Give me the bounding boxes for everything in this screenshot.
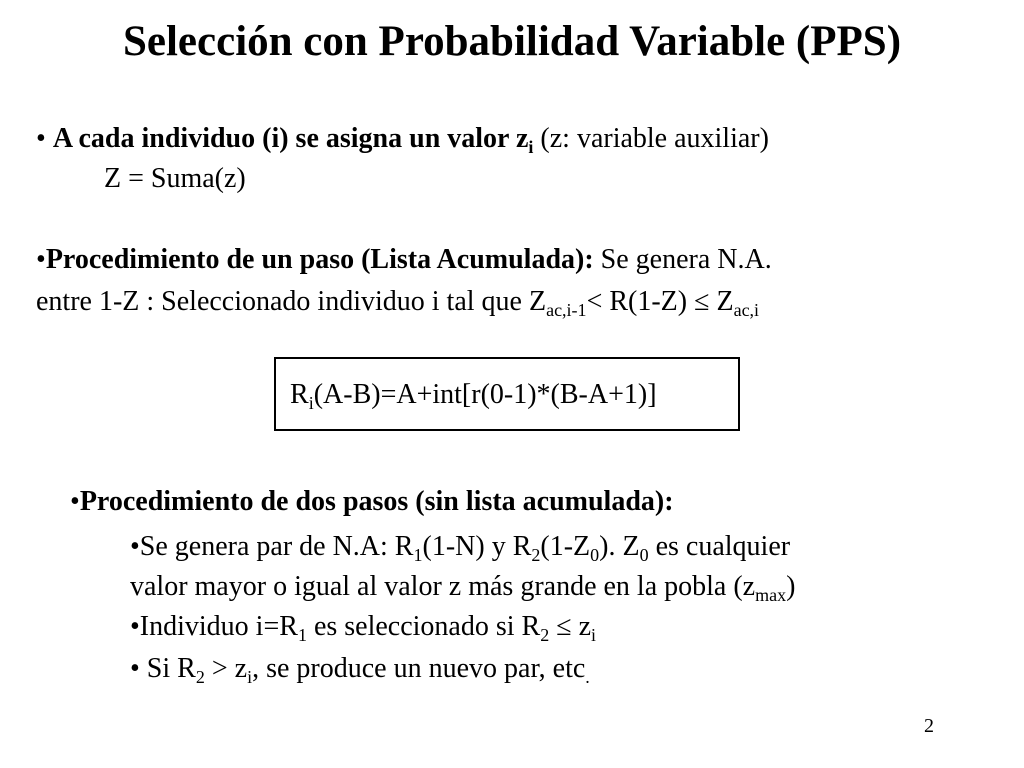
sub-bullet-1-line-2 [130, 570, 795, 604]
bullet-marker: • [36, 244, 46, 275]
text-run: ). Z [599, 531, 640, 562]
text-run: •Se genera par de N.A: R [130, 531, 414, 562]
bullet-2-rest: Se genera N.A. [593, 244, 772, 275]
bullet-1-rest: (z: variable auxiliar) [533, 123, 769, 154]
bullet-2-line-2-text-b: < R(1-Z) ≤ Z [586, 286, 734, 317]
text-run: (1-N) y R [422, 531, 532, 562]
text-run: , se produce un nuevo par, etc [252, 653, 586, 684]
bullet-2-bold-text: Procedimiento de un paso (Lista Acumulada): [45, 244, 594, 275]
page-number: 2 [924, 715, 934, 737]
text-run: ) [786, 571, 796, 602]
bullet-1-bold-text: A cada individuo (i) se asigna un valor z [52, 123, 529, 154]
text-run: (1-Z [540, 531, 591, 562]
bullet-3-bold-text: Procedimiento de dos pasos (sin lista acumulada): [79, 486, 674, 517]
slide-title: Selección con Probabilidad Variable (PPS) [122, 18, 902, 65]
text-run: ≤ z [549, 611, 592, 642]
subscript: 2 [531, 545, 541, 565]
formula [290, 378, 657, 412]
bullet-1-line-1 [36, 122, 769, 156]
subscript: i [247, 667, 253, 687]
text-run: > z [204, 653, 248, 684]
formula-part-a: R [290, 379, 309, 410]
bullet-marker: • [70, 486, 80, 517]
bullet-3-line-1 [70, 485, 674, 519]
text-run: • Si R [130, 653, 196, 684]
bullet-1-bold-subscript: i [528, 137, 534, 157]
subscript: 0 [590, 545, 600, 565]
subscript: max [755, 585, 787, 605]
bullet-marker: • [36, 123, 53, 154]
text-run: es seleccionado si R [306, 611, 541, 642]
bullet-1-line-2: Z = Suma(z) [104, 163, 246, 194]
subscript: ac,i [733, 300, 760, 320]
subscript: i [308, 393, 314, 413]
subscript: 1 [413, 545, 423, 565]
subscript: ac,i-1 [546, 300, 587, 320]
bullet-2-line-1 [36, 243, 772, 277]
subscript: 2 [195, 667, 205, 687]
text-run: es cualquier [648, 531, 791, 562]
bullet-2-line-2 [36, 285, 759, 319]
formula-part-b: (A-B)=A+int[r(0-1)*(B-A+1)] [313, 379, 657, 410]
subscript: 2 [540, 625, 550, 645]
text-run: valor mayor o igual al valor z más grande en la pobla (z [130, 571, 756, 602]
sub-bullet-1-line-1 [130, 530, 790, 564]
subscript: i [591, 625, 597, 645]
subscript: . [585, 667, 590, 687]
sub-bullet-2 [130, 610, 596, 644]
bullet-2-line-2-text-a: entre 1-Z : Seleccionado individuo i tal que Z [36, 286, 547, 317]
text-run: •Individuo i=R [130, 611, 298, 642]
subscript: 1 [297, 625, 307, 645]
sub-bullet-3 [130, 652, 590, 686]
subscript: 0 [639, 545, 649, 565]
